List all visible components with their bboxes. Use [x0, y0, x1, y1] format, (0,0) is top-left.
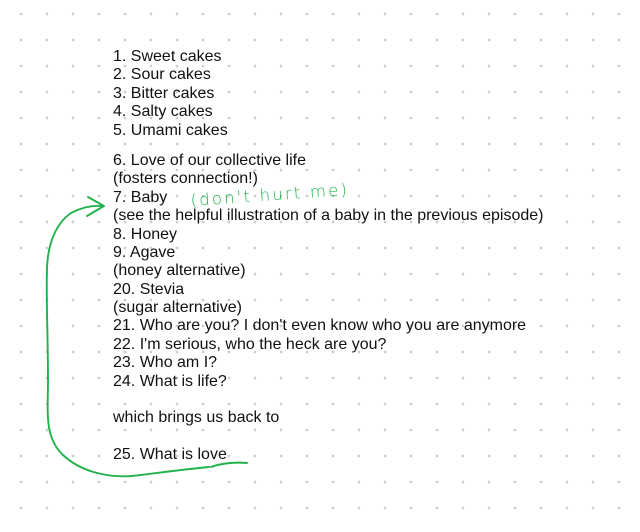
note-text-block	[113, 48, 633, 465]
list-item-love: 6. Love of our collective life	[113, 151, 306, 169]
list-item-stevia-note: (sugar alternative)	[113, 299, 242, 317]
final-prefix: 25. What is	[113, 446, 198, 464]
list-item-stevia: 20. Stevia	[113, 280, 185, 298]
final-word-love: love	[197, 446, 227, 464]
list-item-baby	[113, 189, 633, 207]
list-item-agave-note: (honey alternative)	[113, 262, 246, 280]
return-arrow-head-icon	[87, 197, 104, 216]
list-item-agave: 9. Agave	[113, 243, 176, 261]
list-item-what-is-life: 24. What is life?	[113, 372, 227, 390]
list-item-love-note: (fosters connection!)	[113, 170, 258, 188]
list-item-bitter: 3. Bitter cakes	[113, 84, 215, 102]
transition-text: which brings us back to	[113, 409, 280, 427]
list-item-who-am-i: 23. Who am I?	[113, 354, 218, 372]
list-item-salty: 4. Salty cakes	[113, 103, 213, 121]
list-item-baby-note: (see the helpful illustration of a baby in the previous episode)	[113, 207, 544, 225]
list-item-umami: 5. Umami cakes	[113, 121, 228, 139]
list-item-sour: 2. Sour cakes	[113, 66, 211, 84]
list-item-who-are-you: 21. Who are you? I don't even know who you are anymore	[113, 317, 527, 335]
blank-line	[113, 391, 633, 409]
list-item-serious: 22. I'm serious, who the heck are you?	[113, 335, 387, 353]
blank-line	[113, 428, 633, 446]
baby-label: 7. Baby	[113, 188, 168, 206]
list-item-honey: 8. Honey	[113, 225, 178, 243]
list-item-sweet: 1. Sweet cakes	[113, 48, 222, 65]
list-item-what-is-love	[113, 446, 633, 464]
aside-text: (don't hurt me)	[189, 179, 350, 210]
